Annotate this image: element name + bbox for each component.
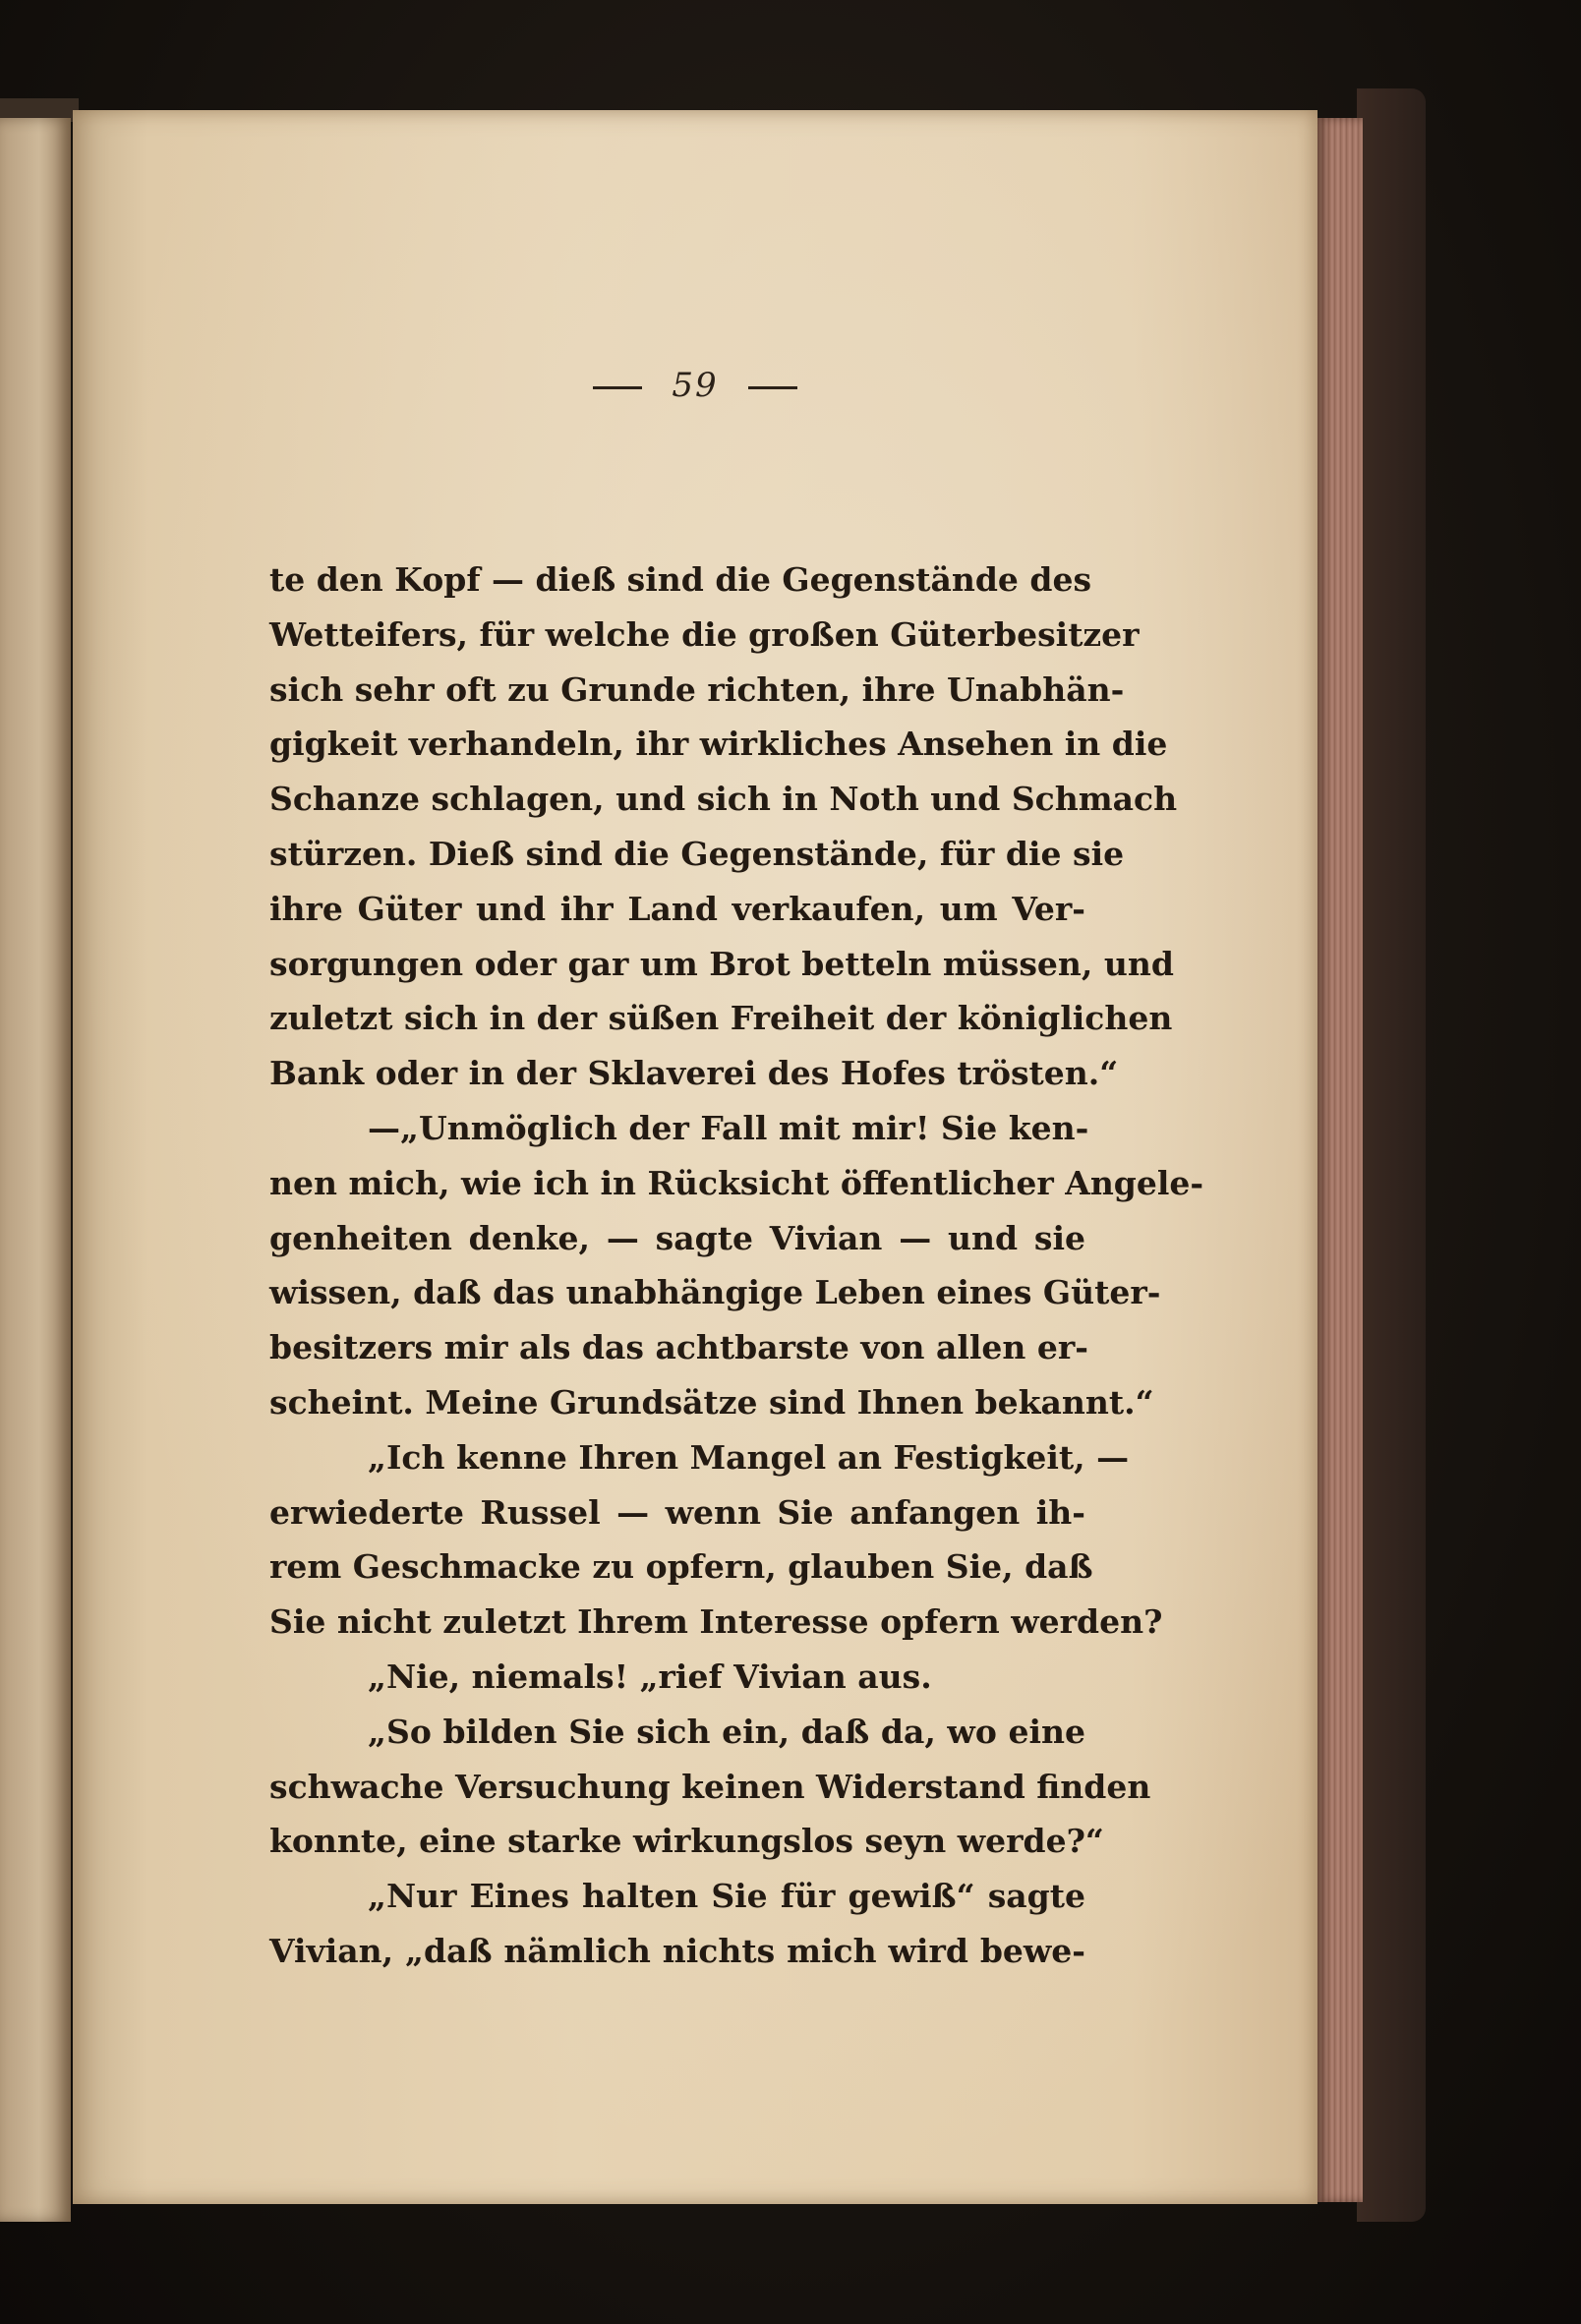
text-line: scheint. Meine Grundsätze sind Ihnen bekannt.“ — [269, 1382, 1154, 1422]
text-line: zuletzt sich in der süßen Freiheit der königlichen — [269, 999, 1173, 1038]
book-cover — [1357, 88, 1426, 2222]
text-line: Wetteifers, für welche die großen Güterbesitzer — [269, 614, 1140, 654]
text-line: erwiederte Russel — wenn Sie anfangen ih- — [269, 1492, 1085, 1532]
text-line: sorgungen oder gar um Brot betteln müssen, und — [269, 944, 1174, 983]
page-number: 59 — [672, 366, 719, 405]
text-line: schwache Versuchung keinen Widerstand finden — [269, 1767, 1151, 1806]
text-line: „Nie, niemals! „rief Vivian aus. — [368, 1656, 932, 1696]
text-line: besitzers mir als das achtbarste von allen er- — [269, 1328, 1088, 1367]
page-fore-edge — [1318, 118, 1363, 2202]
page-header — [73, 366, 1318, 405]
text-line: „Nur Eines halten Sie für gewiß“ sagte — [368, 1877, 1085, 1916]
text-line: sich sehr oft zu Grunde richten, ihre Unabhän- — [269, 669, 1125, 709]
previous-page — [0, 118, 71, 2222]
text-line: Vivian, „daß nämlich nichts mich wird bewe- — [269, 1931, 1085, 1970]
text-line: konnte, eine starke wirkungslos seyn werde?“ — [269, 1822, 1104, 1861]
header-dash-right — [748, 386, 797, 389]
text-line: nen mich, wie ich in Rücksicht öffentlicher Angele- — [269, 1163, 1204, 1202]
text-line: Bank oder in der Sklaverei des Hofes trösten.“ — [269, 1054, 1119, 1093]
body-text — [269, 552, 1204, 1979]
text-line: ihre Güter und ihr Land verkaufen, um Ver- — [269, 889, 1085, 928]
text-line: gigkeit verhandeln, ihr wirkliches Ansehen in die — [269, 725, 1168, 764]
text-line: te den Kopf — dieß sind die Gegenstände des — [269, 560, 1092, 599]
text-line: Sie nicht zuletzt Ihrem Interesse opfern werden? — [269, 1602, 1163, 1642]
text-line: rem Geschmacke zu opfern, glauben Sie, daß — [269, 1547, 1093, 1587]
text-line: Schanze schlagen, und sich in Noth und Schmach — [269, 780, 1178, 819]
text-line: wissen, daß das unabhängige Leben eines Güter- — [269, 1273, 1161, 1312]
book-page — [73, 110, 1318, 2204]
text-line: —„Unmöglich der Fall mit mir! Sie ken- — [368, 1108, 1089, 1147]
text-line: „So bilden Sie sich ein, daß da, wo eine — [368, 1712, 1085, 1751]
text-line: genheiten denke, — sagte Vivian — und sie — [269, 1218, 1085, 1257]
text-line: stürzen. Dieß sind die Gegenstände, für die sie — [269, 834, 1125, 873]
text-line: „Ich kenne Ihren Mangel an Festigkeit, — — [368, 1437, 1130, 1477]
header-dash-left — [593, 386, 642, 389]
